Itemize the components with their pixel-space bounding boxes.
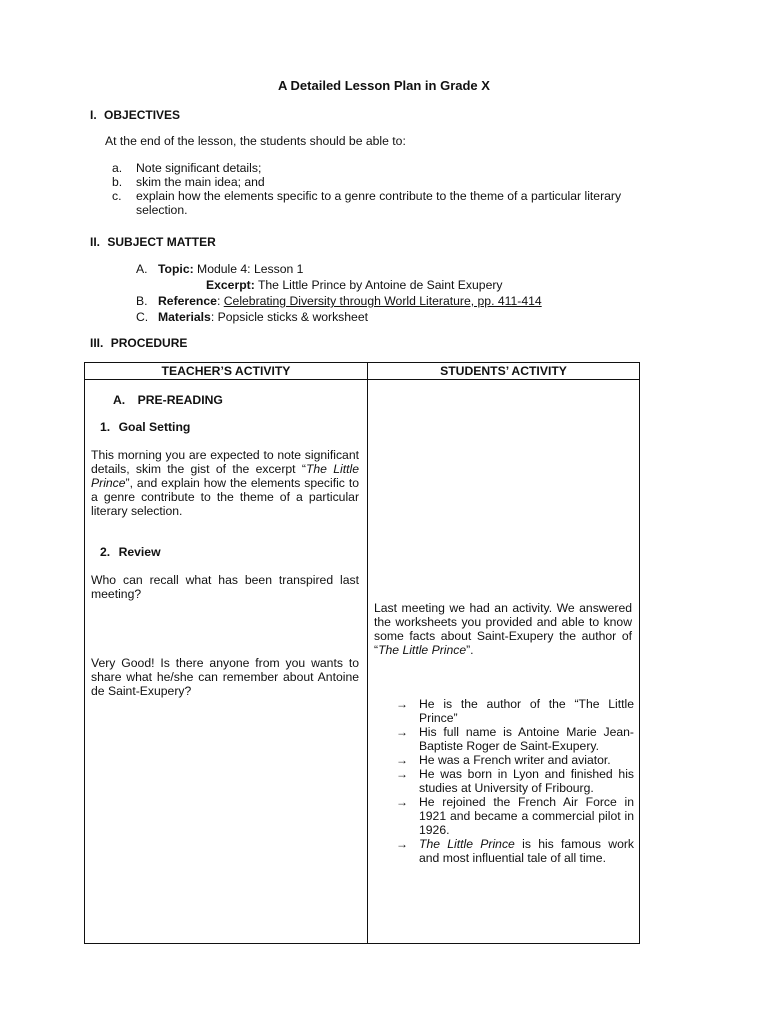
excerpt-value: The Little Prince by Antoine de Saint Exupery: [254, 278, 503, 292]
objectives-intro: At the end of the lesson, the students should be able to:: [105, 134, 406, 148]
objective-marker: b.: [112, 175, 123, 189]
fact-item: [396, 795, 634, 837]
fact-item: [396, 697, 634, 725]
author-facts-list: [396, 697, 634, 865]
objectives-heading: [90, 108, 180, 122]
pre-reading-heading: [113, 393, 223, 407]
arrow-right-icon: →: [396, 837, 408, 851]
excerpt-line: [136, 278, 656, 294]
reference-marker: B.: [136, 294, 148, 308]
column-divider: [367, 363, 368, 943]
teacher-activity-header: TEACHER’S ACTIVITY: [161, 364, 291, 378]
procedure-heading: [90, 336, 187, 350]
excerpt-label: Excerpt:: [206, 278, 255, 292]
reference-line: [136, 294, 656, 310]
fact-text: He was born in Lyon and finished his studies at University of Fribourg.: [419, 767, 634, 795]
fact-item: [396, 725, 634, 753]
student-answer-end: ”.: [466, 643, 474, 657]
reference-colon: :: [216, 294, 224, 308]
materials-value: : Popsicle sticks & worksheet: [210, 310, 368, 324]
pre-reading-label: PRE-READING: [137, 393, 223, 407]
reference-label: Reference: [158, 294, 217, 308]
review-marker: 2.: [100, 545, 111, 559]
objective-item: [112, 189, 652, 217]
objective-text: explain how the elements specific to a genre contribute to the theme of a particular literary selection.: [136, 189, 622, 217]
review-heading: [100, 545, 161, 559]
objectives-numeral: I.: [90, 108, 97, 122]
objective-marker: c.: [112, 189, 122, 203]
fact-text: He was a French writer and aviator.: [419, 753, 611, 767]
fact-item: [396, 837, 634, 865]
objectives-list: [112, 161, 652, 217]
procedure-numeral: III.: [90, 336, 104, 350]
fact-title: The Little Prince: [419, 837, 515, 851]
objectives-title: OBJECTIVES: [104, 108, 181, 122]
goal-setting-label: Goal Setting: [118, 420, 191, 434]
goal-setting-text: [91, 448, 359, 518]
objective-marker: a.: [112, 161, 123, 175]
topic-label: Topic:: [158, 262, 194, 276]
materials-label: Materials: [158, 310, 211, 324]
student-answer: [374, 601, 632, 657]
goal-text-part-1: This morning you are expected to note significant details, skim the gist of the excerpt “: [91, 448, 359, 476]
fact-item: [396, 753, 634, 767]
objective-item: [112, 161, 652, 175]
fact-item: [396, 767, 634, 795]
students-activity-header: STUDENTS’ ACTIVITY: [440, 364, 567, 378]
materials-marker: C.: [136, 310, 149, 324]
subject-matter-title: SUBJECT MATTER: [107, 235, 216, 249]
student-answer-title: The Little Prince: [378, 643, 467, 657]
objective-text: skim the main idea; and: [136, 175, 265, 189]
arrow-right-icon: →: [396, 725, 408, 739]
fact-text: He is the author of the “The Little Prince”: [419, 697, 634, 725]
subject-matter-list: [136, 262, 656, 326]
procedure-title: PROCEDURE: [110, 336, 188, 350]
reference-value: Celebrating Diversity through World Literature, pp. 411-414: [223, 294, 542, 308]
objective-item: [112, 175, 652, 189]
arrow-right-icon: →: [396, 767, 408, 781]
review-label: Review: [118, 545, 161, 559]
arrow-right-icon: →: [396, 795, 408, 809]
procedure-table: [84, 362, 640, 944]
fact-text: His full name is Antoine Marie Jean-Baptiste Roger de Saint-Exupery.: [419, 725, 634, 753]
header-divider: [85, 379, 639, 380]
goal-setting-marker: 1.: [100, 420, 111, 434]
subject-matter-heading: [90, 235, 216, 249]
goal-text-title: The Little Prince: [91, 462, 359, 490]
pre-reading-marker: A.: [113, 393, 126, 407]
review-question: Who can recall what has been transpired last meeting?: [91, 573, 359, 601]
teacher-followup: Very Good! Is there anyone from you wants to share what he/she can remember about Antoine de Saint-Exupery?: [91, 656, 359, 698]
objective-text: Note significant details;: [136, 161, 262, 175]
student-answer-text: Last meeting we had an activity. We answered the worksheets you provided and able to know some facts about Saint-Exupery the author of “: [374, 601, 632, 657]
topic-marker: A.: [136, 262, 148, 276]
arrow-right-icon: →: [396, 697, 408, 711]
materials-line: [136, 310, 656, 326]
document-title: A Detailed Lesson Plan in Grade X: [278, 78, 490, 93]
subject-matter-numeral: II.: [90, 235, 101, 249]
fact-text: is his famous work and most influential tale of all time.: [419, 837, 635, 865]
topic-line: [136, 262, 656, 278]
fact-text: He rejoined the French Air Force in 1921 and became a commercial pilot in 1926.: [419, 795, 634, 837]
arrow-right-icon: →: [396, 753, 408, 767]
goal-text-part-2: ”, and explain how the elements specific to a genre contribute to the theme of a particular literary selection.: [91, 476, 359, 518]
goal-setting-heading: [100, 420, 190, 434]
topic-value: Module 4: Lesson 1: [193, 262, 304, 276]
